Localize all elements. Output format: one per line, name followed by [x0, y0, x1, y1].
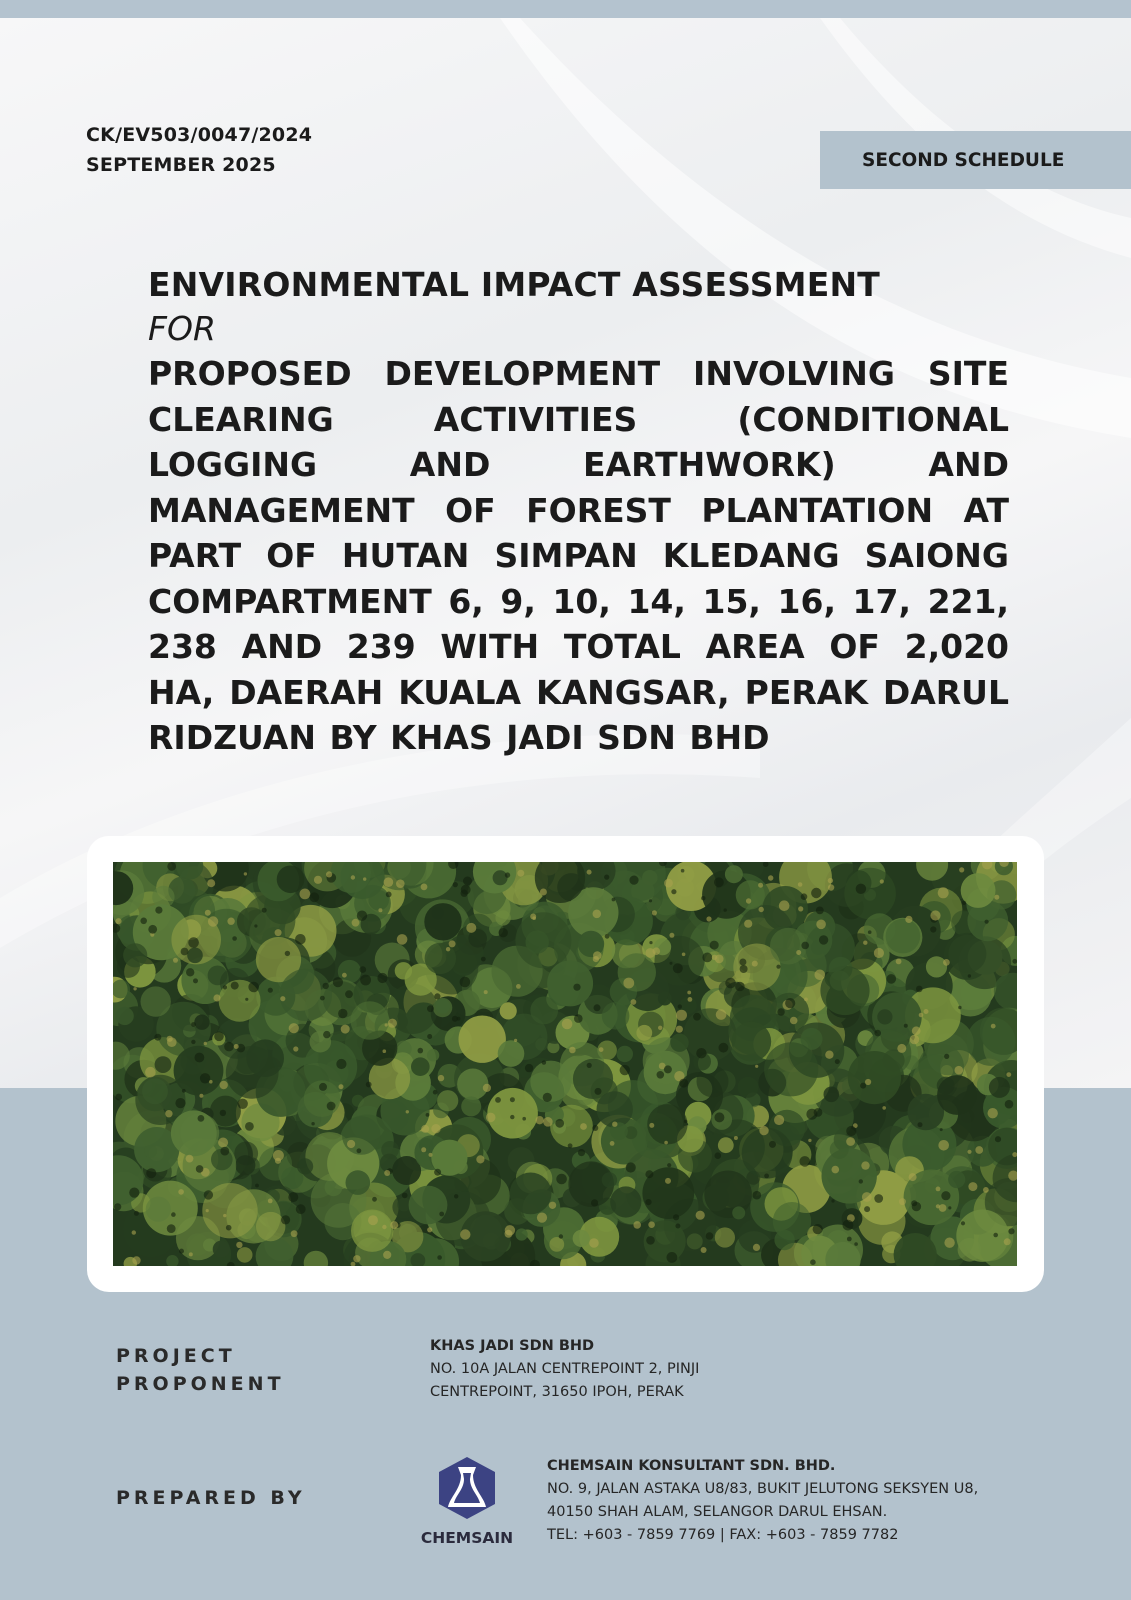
document-date: SEPTEMBER 2025 — [86, 154, 276, 176]
preparer-name: CHEMSAIN KONSULTANT SDN. BHD. — [547, 1458, 836, 1474]
document-reference-block — [86, 120, 312, 180]
schedule-badge — [820, 131, 1131, 189]
chemsain-logo — [412, 1455, 522, 1547]
forest-canopy-photo — [113, 862, 1017, 1266]
proponent-address-block — [430, 1335, 699, 1404]
prepared-by-label: PREPARED BY — [116, 1487, 306, 1509]
proponent-address-line-1: NO. 10A JALAN CENTREPOINT 2, PINJI — [430, 1361, 700, 1377]
top-band — [0, 0, 1131, 18]
preparer-address-line-1: NO. 9, JALAN ASTAKA U8/83, BUKIT JELUTONG SEKSYEN U8, — [547, 1481, 979, 1497]
preparer-address-block — [547, 1455, 978, 1547]
project-proponent-label-line-2: PROPONENT — [116, 1373, 285, 1395]
chemsain-logo-text: CHEMSAIN — [420, 1529, 514, 1547]
title-body: PROPOSED DEVELOPMENT INVOLVING SITE CLEARING ACTIVITIES (CONDITIONAL LOGGING AND EARTHWORK) AND MANAGEMENT OF FOREST PLANTATION AT PART OF HUTAN SIMPAN KLEDANG SAIONG COMPARTMENT 6, 9, 10, 14, 15, 16, 17, 221, 238 AND 239 WITH TOTAL AREA OF 2,020 HA, DAERAH KUALA KANGSAR, PERAK DARUL RIDZUAN BY KHAS JADI SDN BHD — [148, 354, 1009, 757]
schedule-badge-label: SECOND SCHEDULE — [862, 149, 1065, 171]
preparer-contact: TEL: +603 - 7859 7769 | FAX: +603 - 7859 7782 — [547, 1527, 899, 1543]
preparer-address-line-2: 40150 SHAH ALAM, SELANGOR DARUL EHSAN. — [547, 1504, 888, 1520]
forest-canopy-image — [113, 862, 1017, 1266]
project-proponent-label-line-1: PROJECT — [116, 1345, 236, 1367]
chemsain-logo-icon — [436, 1455, 498, 1521]
proponent-name: KHAS JADI SDN BHD — [430, 1338, 595, 1354]
title-line-2: FOR — [148, 309, 216, 348]
title-block — [148, 262, 1009, 761]
project-proponent-label — [116, 1342, 285, 1398]
title-line-1: ENVIRONMENTAL IMPACT ASSESSMENT — [148, 265, 880, 304]
proponent-address-line-2: CENTREPOINT, 31650 IPOH, PERAK — [430, 1384, 684, 1400]
reference-number: CK/EV503/0047/2024 — [86, 124, 313, 146]
